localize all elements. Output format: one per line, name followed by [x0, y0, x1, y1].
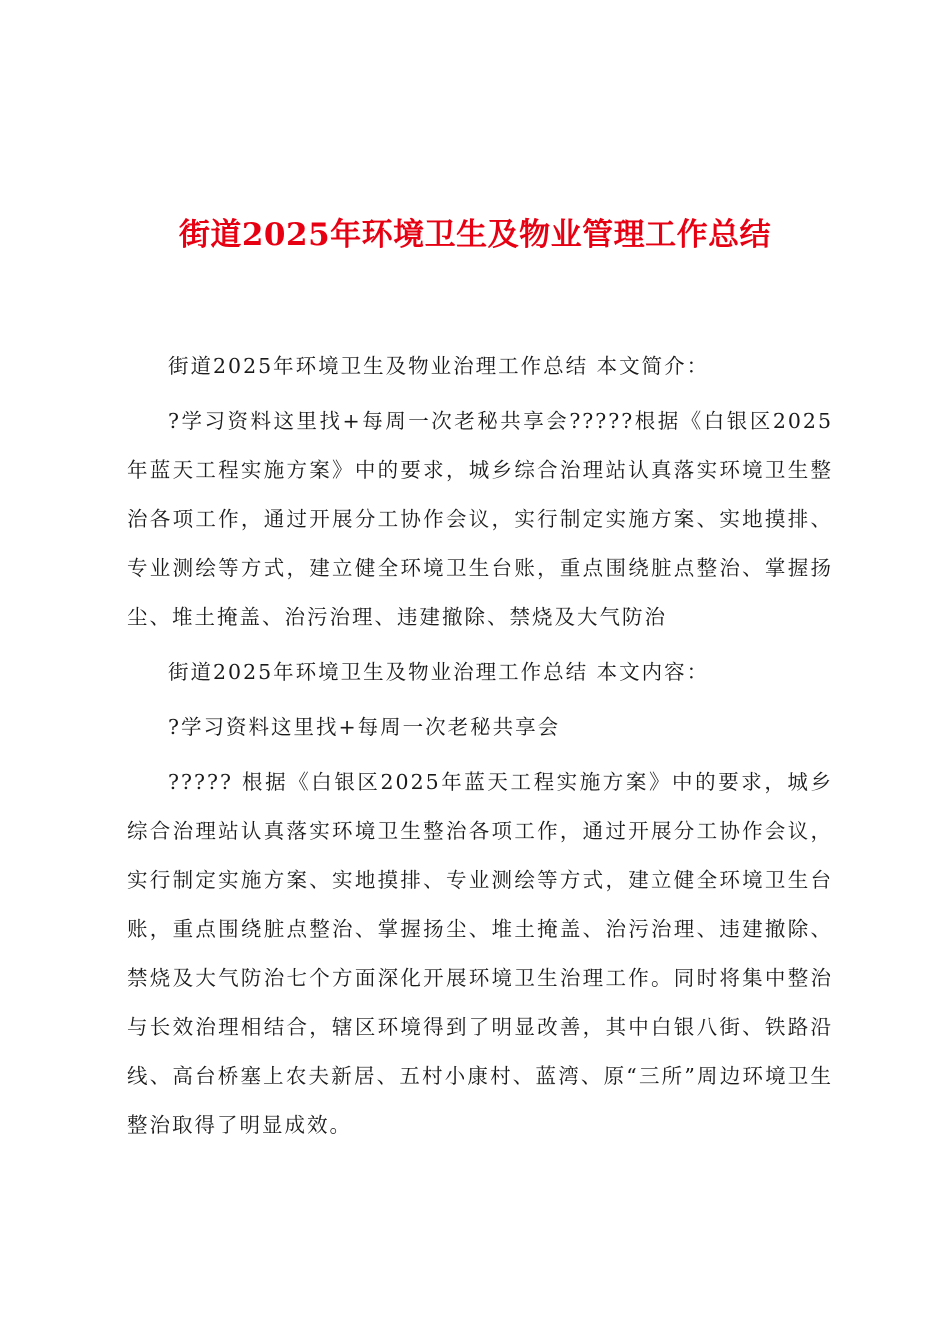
paragraph-intro-body: ?学习资料这里找+每周一次老秘共享会?????根据《白银区2025年蓝天工程实施方案》中的要求，城乡综合治理站认真落实环境卫生整治各项工作，通过开展分工协作会议，实行制定实施方案、实地摸排、专业测绘等方式，建立健全环境卫生台账，重点围绕脏点整治、掌握扬尘、堆土掩盖、治污治理、违建撤除、禁烧及大气防治: [127, 409, 833, 629]
paragraph-intro-heading: 街道2025年环境卫生及物业治理工作总结 本文简介：: [168, 354, 710, 378]
paragraph-content-body: ????? 根据《白银区2025年蓝天工程实施方案》中的要求，城乡综合治理站认真落实环境卫生整治各项工作，通过开展分工协作会议，实行制定实施方案、实地摸排、专业测绘等方式，建立健全环境卫生台账，重点围绕脏点整治、掌握扬尘、堆土掩盖、治污治理、违建撤除、禁烧及大气防治七个方面深化开展环境卫生治理工作。同时将集中整治与长效治理相结合，辖区环境得到了明显改善，其中白银八街、铁路沿线、高台桥塞上农夫新居、五村小康村、蓝湾、原“三所”周边环境卫生整治取得了明显成效。: [127, 770, 833, 1137]
paragraph-content-heading: 街道2025年环境卫生及物业治理工作总结 本文内容：: [168, 660, 710, 684]
paragraph-promo-line: ?学习资料这里找+每周一次老秘共享会: [168, 715, 561, 739]
document-title: 街道2025年环境卫生及物业管理工作总结: [178, 217, 772, 253]
document-body: [127, 342, 833, 1156]
